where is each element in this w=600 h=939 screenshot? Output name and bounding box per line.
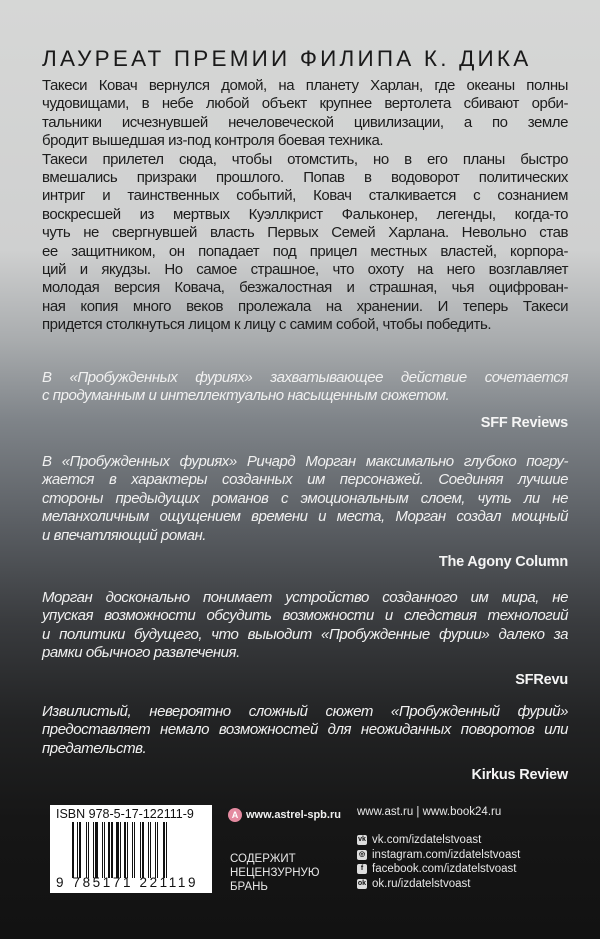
barcode-bar bbox=[150, 822, 151, 878]
barcode-bar bbox=[88, 822, 89, 878]
synopsis-line: бродит вышедшая из-под контроля боевая техника. bbox=[42, 132, 384, 150]
barcode-bar bbox=[79, 822, 81, 878]
barcode-bar bbox=[142, 822, 144, 878]
synopsis-line: Такеси прилетел сюда, чтобы отомстить, но в его планы быстро bbox=[42, 150, 568, 168]
warning-line: СОДЕРЖИТ bbox=[230, 853, 296, 865]
quote-line: предательств. bbox=[42, 739, 147, 757]
barcode-bar bbox=[134, 822, 135, 878]
barcode-bar bbox=[77, 822, 78, 878]
barcode-bar bbox=[116, 822, 119, 878]
quote-line: предоставляет немало возможностей для неожиданных поворотов или bbox=[42, 721, 568, 739]
social-url: facebook.com/izdatelstvoast bbox=[372, 863, 517, 876]
barcode-bar bbox=[155, 822, 156, 878]
quote-line: с продуманным и интеллектуально насыщенным сюжетом. bbox=[42, 387, 450, 405]
barcode-bar bbox=[163, 822, 165, 878]
barcode-bar bbox=[102, 822, 103, 878]
astrel-link[interactable] bbox=[228, 808, 341, 822]
ok-icon: ok bbox=[357, 879, 367, 887]
social-url: instagram.com/izdatelstvoast bbox=[372, 848, 521, 861]
synopsis-line: интриг и таинственных событий, Ковач сталкивается с сознанием bbox=[42, 187, 568, 205]
quote-line: В «Пробужденных фуриях» Ричард Морган максимально глубоко погру- bbox=[42, 453, 568, 470]
social-url: vk.com/izdatelstvoast bbox=[372, 834, 482, 847]
instagram-icon: ◎ bbox=[358, 850, 366, 858]
barcode-bars bbox=[72, 822, 206, 878]
warning-line: БРАНЬ bbox=[230, 881, 268, 893]
review-quote bbox=[42, 369, 568, 434]
facebook-icon: f bbox=[357, 864, 367, 874]
social-link[interactable] bbox=[357, 877, 520, 892]
barcode-bar bbox=[157, 822, 158, 878]
synopsis-line: тальники исчезнувшей нечеловеческой цивилизации, а по земле bbox=[42, 113, 568, 131]
quote-source: Kirkus Review bbox=[471, 767, 568, 784]
synopsis-line: ее защитником, он попадает под прицел местных властей, корпора- bbox=[42, 242, 568, 260]
synopsis bbox=[42, 77, 568, 334]
social-url: ok.ru/izdatelstvoast bbox=[372, 877, 471, 890]
barcode-bar bbox=[104, 822, 105, 878]
barcode-bar bbox=[108, 822, 110, 878]
barcode-bar bbox=[124, 822, 126, 878]
synopsis-line: ций и якудзы. Но самое страшное, что охоту на него возглавляет bbox=[42, 260, 568, 278]
synopsis-line: придется столкнуться лицом к лицу с самим собой, чтобы победить. bbox=[42, 316, 492, 334]
quote-line: стороны предыдущих романов с эмоциональным слоем, чуть ли не bbox=[42, 489, 568, 507]
barcode-bar bbox=[166, 822, 167, 878]
barcode-digits: 9 785171 221119 bbox=[56, 875, 199, 890]
social-link[interactable] bbox=[357, 833, 520, 848]
barcode-bar bbox=[95, 822, 98, 878]
synopsis-line: вмешались призраки прошлого. Попав в водоворот политических bbox=[42, 168, 568, 186]
synopsis-line: Такеси Ковач вернулся домой, на планету Харлан, где океаны полны bbox=[42, 77, 568, 94]
barcode bbox=[50, 805, 212, 893]
quote-line: жается в характеры созданных им персонажей. Соединяя лучшие bbox=[42, 471, 568, 489]
barcode-bar bbox=[148, 822, 149, 878]
social-links bbox=[357, 833, 520, 891]
quote-source: SFRevu bbox=[515, 671, 568, 688]
quote-line: рамки обычного развлечения. bbox=[42, 644, 240, 662]
review-quote bbox=[42, 703, 568, 786]
barcode-bar bbox=[93, 822, 94, 878]
review-quote bbox=[42, 453, 568, 573]
quote-source: The Agony Column bbox=[438, 553, 568, 570]
quote-line: упуская возможности обсудить возможности и следствия технологий bbox=[42, 607, 568, 625]
isbn-label: ISBN 978-5-17-122111-9 bbox=[56, 807, 194, 821]
synopsis-line: чуть не свергнувшей власть Первых Семей Харлана. Невольно став bbox=[42, 224, 568, 242]
publisher-websites[interactable]: www.ast.ru | www.book24.ru bbox=[357, 806, 502, 818]
quote-line: Морган досконально понимает устройство созданного им мира, не bbox=[42, 589, 568, 606]
review-quote bbox=[42, 589, 568, 691]
barcode-bar bbox=[86, 822, 87, 878]
synopsis-line: чудовищами, в небе любой объект крупнее вертолета сбивают орби- bbox=[42, 95, 568, 113]
warning-line: НЕЦЕНЗУРНУЮ bbox=[230, 867, 320, 879]
quote-line: Извилистый, невероятно сложный сюжет «Пробужденный фурий» bbox=[42, 703, 568, 720]
barcode-bar bbox=[111, 822, 113, 878]
social-link[interactable] bbox=[357, 848, 520, 863]
synopsis-line: молодая версия Ковача, безжалостная и страшная, чья оцифрован- bbox=[42, 279, 568, 297]
quote-line: и впечатляющий роман. bbox=[42, 526, 207, 544]
astrel-logo-icon: A bbox=[228, 808, 242, 822]
award-heading: ЛАУРЕАТ ПРЕМИИ ФИЛИПА К. ДИКА bbox=[42, 46, 532, 71]
quote-source: SFF Reviews bbox=[480, 414, 568, 431]
synopsis-line: ная копия много веков пролежала на хранении. И теперь Такеси bbox=[42, 297, 568, 315]
barcode-bar bbox=[132, 822, 133, 878]
barcode-bar bbox=[140, 822, 141, 878]
quote-line: меланхоличным ощущением времени и места, Морган создал мощный bbox=[42, 508, 568, 526]
content-warning bbox=[230, 852, 319, 894]
vk-icon: vk bbox=[358, 836, 366, 844]
social-link[interactable] bbox=[357, 862, 520, 877]
barcode-bar bbox=[72, 822, 74, 878]
barcode-bar bbox=[127, 822, 128, 878]
quote-line: и политики будущего, что выыодит «Пробужденные фурии» далеко за bbox=[42, 625, 568, 643]
synopsis-line: воскресшей из мертвых Куэллкрист Фальконер, легенды, когда-то bbox=[42, 205, 568, 223]
quote-line: В «Пробужденных фуриях» захватывающее действие сочетается bbox=[42, 369, 568, 386]
barcode-bar bbox=[120, 822, 121, 878]
astrel-url: www.astrel-spb.ru bbox=[246, 809, 341, 821]
